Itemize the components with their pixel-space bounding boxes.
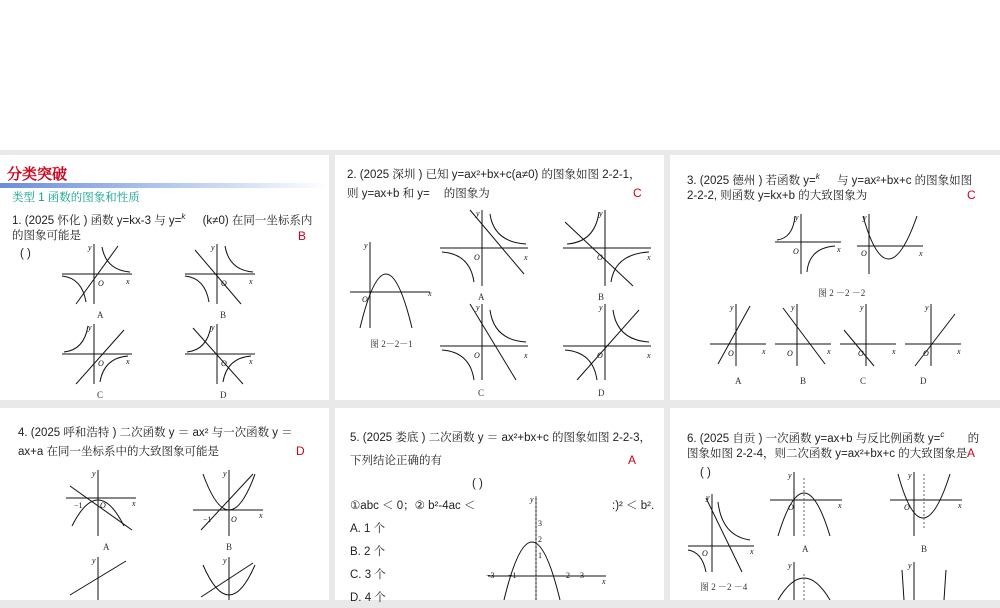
q4-option-a: A: [103, 542, 110, 552]
q3-graph-d: [905, 302, 965, 367]
svg-text:x: x: [428, 289, 432, 298]
svg-text:x: x: [126, 277, 130, 286]
q4-answer: D: [296, 444, 305, 458]
q1-graph-c: [62, 322, 142, 387]
q2-option-b: B: [598, 292, 605, 302]
svg-text:O: O: [474, 351, 480, 360]
q1-line2: 的图象可能是: [12, 230, 81, 242]
svg-text:x: x: [958, 501, 962, 510]
q6-graph-d-partial: [890, 560, 965, 600]
q2-option-d: D: [598, 388, 605, 398]
q6-line1: 6. (2025 自贡 ) 一次函数 y=ax+b 与反比例函数 y=$^c$ 的: [687, 430, 980, 445]
q3-graph-c: [840, 302, 900, 367]
svg-text:O: O: [474, 253, 480, 262]
q6-paren: ( ): [700, 467, 711, 479]
q3-figure-caption: 图 2 －2 －2: [818, 288, 866, 298]
q6-graph-a: [770, 470, 845, 540]
svg-text:x: x: [827, 347, 831, 356]
svg-text:x: x: [647, 253, 651, 262]
svg-text:x: x: [249, 357, 253, 366]
svg-text:y: y: [599, 209, 603, 218]
svg-text:y: y: [791, 303, 795, 312]
svg-text:x: x: [919, 249, 923, 258]
svg-text:y: y: [908, 471, 912, 480]
svg-text:x: x: [259, 511, 263, 520]
q1-answer: B: [298, 229, 307, 243]
svg-text:y: y: [530, 495, 534, 504]
svg-text:2: 2: [538, 535, 542, 544]
q2-line2: 则 y=ax+b 和 y= 的图象为: [347, 188, 490, 200]
q3-option-b: B: [800, 376, 807, 386]
top-blank-area: [0, 0, 1000, 150]
q2-option-a: A: [478, 292, 485, 302]
svg-text:x: x: [602, 577, 606, 586]
svg-text:O: O: [788, 503, 794, 512]
q6-option-a: A: [802, 544, 809, 554]
section-title-underline: [0, 183, 328, 188]
q3-line2: 2-2-2, 则函数 y=kx+b 的大致图象为: [687, 190, 868, 202]
q2-graph-a: [440, 208, 530, 288]
svg-text:x: x: [126, 357, 130, 366]
q5-conditions-tail: :)² ＜ b².: [612, 500, 655, 512]
svg-text:O: O: [597, 253, 603, 262]
svg-text:x: x: [837, 245, 841, 254]
svg-text:x: x: [762, 347, 766, 356]
q1-graph-a: [62, 242, 142, 307]
q4-graph-d-partial: [193, 555, 273, 600]
q1-option-b: B: [220, 310, 227, 320]
q2-answer: C: [633, 186, 642, 200]
svg-text:y: y: [211, 243, 215, 252]
svg-text:y: y: [223, 469, 227, 478]
svg-text:y: y: [476, 209, 480, 218]
svg-text:O: O: [861, 249, 867, 258]
svg-text:O: O: [362, 295, 368, 304]
svg-text:O: O: [98, 359, 104, 368]
svg-text:1: 1: [538, 551, 542, 560]
svg-text:x: x: [132, 499, 136, 508]
q1-option-d: D: [220, 390, 227, 400]
q3-graph-b: [775, 302, 835, 367]
svg-text:y: y: [730, 303, 734, 312]
svg-text:x: x: [750, 547, 754, 556]
q5-paren: ( ): [472, 478, 483, 490]
q3-figure-hyperbola: [775, 212, 845, 277]
q6-figure: [688, 492, 758, 574]
q1-option-a: A: [97, 310, 104, 320]
svg-text:−3: −3: [486, 571, 495, 580]
svg-text:y: y: [223, 556, 227, 565]
q6-graph-b: [890, 470, 965, 540]
svg-text:O: O: [231, 515, 237, 524]
svg-text:O: O: [100, 501, 106, 510]
q2-graph-b: [563, 208, 653, 288]
q6-graph-c-partial: [770, 560, 845, 600]
q1-fraction: k: [181, 212, 186, 221]
q3-graph-a: [710, 302, 770, 367]
svg-text:y: y: [211, 323, 215, 332]
section-subtitle: 类型 1 函数的图象和性质: [12, 192, 140, 204]
q1-graph-b: [185, 242, 265, 307]
q5-line1: 5. (2025 娄底 ) 二次函数 y ＝ ax²+bx+c 的图象如图 2-2-3，: [350, 432, 651, 444]
q6-answer: A: [967, 446, 976, 460]
svg-text:x: x: [892, 347, 896, 356]
svg-text:x: x: [249, 277, 253, 286]
q5-line2: 下列结论正确的有: [350, 455, 442, 467]
svg-text:3: 3: [538, 519, 542, 528]
q3-option-a: A: [735, 376, 742, 386]
svg-text:y: y: [476, 303, 480, 312]
q4-option-b: B: [226, 542, 233, 552]
svg-text:O: O: [221, 359, 227, 368]
svg-text:x: x: [957, 347, 961, 356]
q3-line1: 3. (2025 德州 ) 若函数 y=$^k$ 与 y=ax²+bx+c 的图象如图: [687, 172, 973, 187]
q1-line1: 1. (2025 怀化 ) 函数 y=kx-3 与 y=$^k$ (k≠0) 在同一坐标系内: [12, 212, 313, 227]
svg-text:y: y: [364, 241, 368, 250]
svg-text:O: O: [787, 349, 793, 358]
svg-text:O: O: [221, 279, 227, 288]
svg-text:3: 3: [580, 571, 584, 580]
q2-option-c: C: [478, 388, 485, 398]
svg-text:x: x: [838, 501, 842, 510]
q1-paren: ( ): [20, 248, 31, 260]
q5-conditions: ①abc ＜ 0；② b²-4ac ＜: [350, 500, 476, 512]
q2-graph-d: [563, 302, 653, 382]
svg-text:−1: −1: [203, 515, 212, 524]
svg-text:O: O: [858, 349, 864, 358]
q2-graph-c: [440, 302, 530, 382]
q5-choice-d: D. 4 个: [350, 592, 386, 604]
q2-figure-parabola: [350, 240, 435, 330]
svg-text:y: y: [88, 243, 92, 252]
svg-text:y: y: [863, 213, 867, 222]
svg-text:y: y: [788, 471, 792, 480]
q6-line2: 图象如图 2-2-4，则二次函数 y=ax²+bx+c 的大致图象是: [687, 448, 968, 460]
svg-text:−1: −1: [508, 571, 517, 580]
svg-text:O: O: [793, 247, 799, 256]
q6-figure-caption: 图 2 －2 －4: [700, 582, 748, 592]
svg-text:y: y: [599, 303, 603, 312]
svg-text:O: O: [904, 503, 910, 512]
q1-option-c: C: [97, 390, 104, 400]
svg-text:y: y: [788, 561, 792, 570]
q5-answer: A: [628, 453, 637, 467]
q4-line1: 4. (2025 呼和浩特 ) 二次函数 y ＝ ax² 与一次函数 y ＝: [18, 427, 293, 439]
section-title: 分类突破: [7, 166, 68, 183]
q4-graph-b: [193, 468, 273, 538]
svg-text:y: y: [908, 561, 912, 570]
svg-text:O: O: [98, 279, 104, 288]
q4-graph-c-partial: [66, 555, 146, 600]
svg-text:y: y: [860, 303, 864, 312]
svg-text:−1: −1: [74, 501, 83, 510]
svg-text:y: y: [88, 323, 92, 332]
q4-graph-a: [66, 468, 146, 538]
svg-text:2: 2: [566, 571, 570, 580]
q6-option-b: B: [921, 544, 928, 554]
q2-line1: 2. (2025 深圳 ) 已知 y=ax²+bx+c(a≠0) 的图象如图 2-2-1，: [347, 169, 641, 181]
svg-text:y: y: [92, 556, 96, 565]
svg-text:O: O: [597, 351, 603, 360]
svg-text:O: O: [728, 349, 734, 358]
q3-option-d: D: [920, 376, 927, 386]
q5-choice-c: C. 3 个: [350, 569, 386, 581]
q5-choice-b: B. 2 个: [350, 546, 386, 558]
svg-text:y: y: [92, 469, 96, 478]
svg-text:y: y: [795, 213, 799, 222]
svg-text:O: O: [923, 349, 929, 358]
svg-text:x: x: [647, 351, 651, 360]
q5-choice-a: A. 1 个: [350, 523, 386, 535]
q1-graph-d: [185, 322, 265, 387]
svg-text:y: y: [706, 493, 710, 502]
q3-answer: C: [967, 188, 976, 202]
q3-option-c: C: [860, 376, 867, 386]
svg-text:O: O: [702, 549, 708, 558]
q2-figure-caption: 图 2－2－1: [370, 339, 413, 349]
q5-figure-parabola: [484, 494, 614, 600]
svg-text:x: x: [524, 351, 528, 360]
svg-text:x: x: [524, 253, 528, 262]
q3-figure-parabola: [857, 212, 927, 277]
svg-text:y: y: [925, 303, 929, 312]
q4-line2: ax+a 在同一坐标系中的大致图象可能是: [18, 446, 219, 458]
